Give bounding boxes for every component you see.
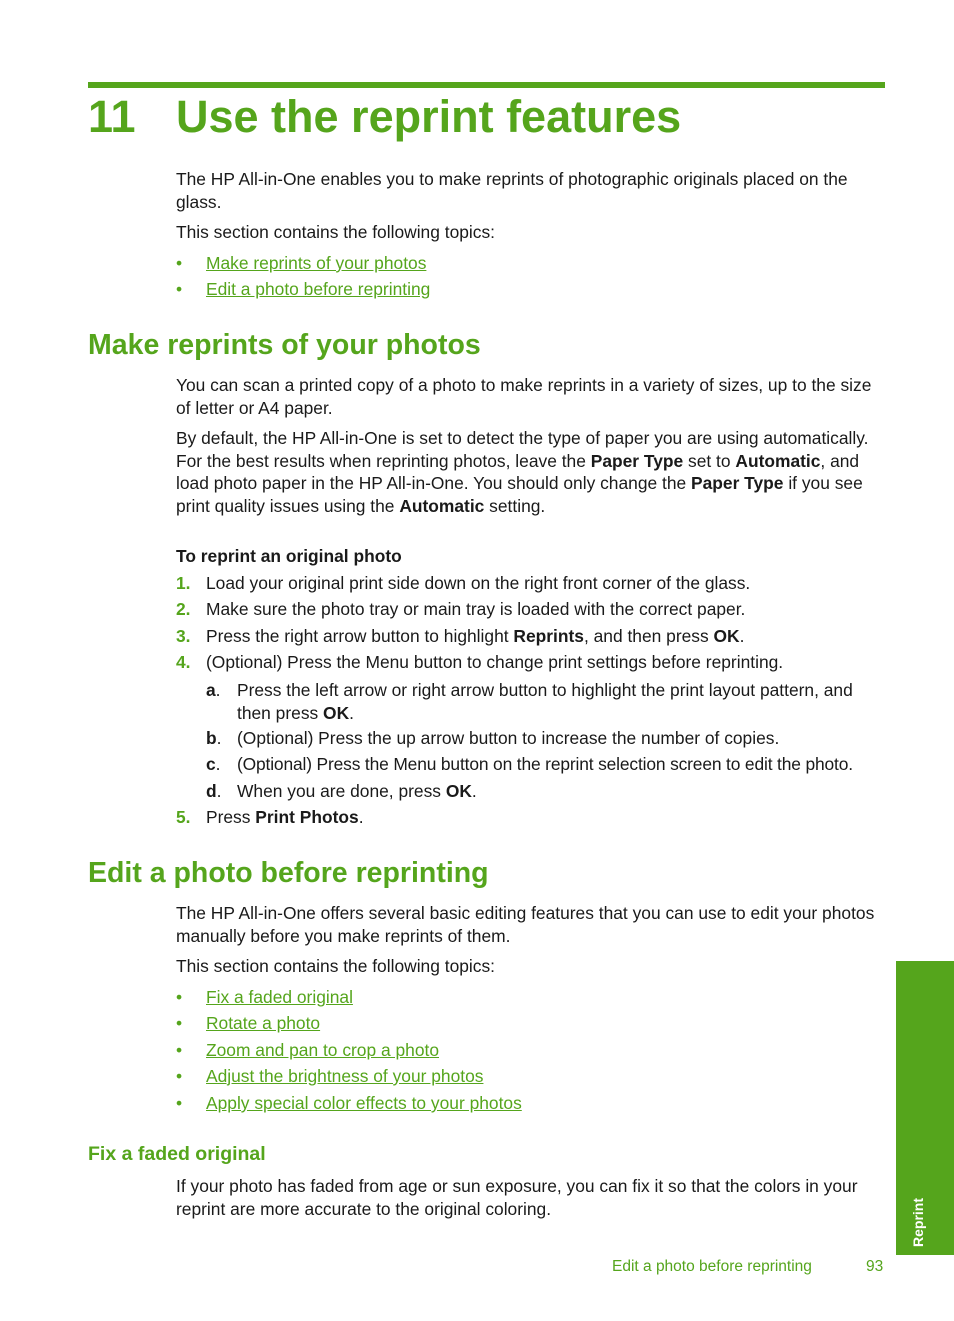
heading-fix-faded: Fix a faded original — [88, 1143, 266, 1165]
bullet: • — [176, 1093, 183, 1113]
heading-edit-photo: Edit a photo before reprinting — [88, 857, 489, 889]
bullet: • — [176, 279, 183, 299]
edit-topics-label: This section contains the following topics: — [176, 956, 495, 976]
link-zoom-pan[interactable]: Zoom and pan to crop a photo — [206, 1040, 439, 1060]
side-tab — [896, 961, 954, 1255]
step-text: Press the right arrow button to highlight Reprints, and then press OK. — [206, 626, 745, 646]
footer-section-title: Edit a photo before reprinting — [612, 1258, 812, 1275]
edit-photo-paragraph: The HP All-in-One offers several basic editing features that you can use to edit your photos manually before you make reprints of them. — [176, 903, 875, 946]
step-text: Make sure the photo tray or main tray is loaded with the correct paper. — [206, 599, 746, 619]
chapter-number: 11 — [88, 91, 136, 142]
step-number: 3. — [176, 626, 191, 646]
procedure-title: To reprint an original photo — [176, 546, 402, 566]
make-reprints-paragraph-2: By default, the HP All-in-One is set to detect the type of paper you are using automatically. For the best results when reprinting photos, leave the Paper Type set to Automatic, and load photo paper in the HP All-in-One. You should only change the Paper Type if you see print quality issues using the Automatic setting. — [176, 428, 869, 516]
substep-letter: b. — [206, 728, 222, 748]
substep-text: (Optional) Press the Menu button on the reprint selection screen to edit the photo. — [237, 754, 853, 774]
link-rotate[interactable]: Rotate a photo — [206, 1013, 321, 1033]
intro-topics-label: This section contains the following topics: — [176, 222, 495, 242]
substep-letter: d. — [206, 781, 222, 801]
heading-make-reprints: Make reprints of your photos — [88, 329, 481, 361]
substep-text: Press the left arrow or right arrow button to highlight the print layout pattern, and then press OK. — [237, 680, 853, 723]
step-number: 4. — [176, 652, 191, 672]
substep-text: (Optional) Press the up arrow button to increase the number of copies. — [237, 728, 780, 748]
substep-text: When you are done, press OK. — [237, 781, 477, 801]
step-text: (Optional) Press the Menu button to change print settings before reprinting. — [206, 652, 784, 672]
step-number: 5. — [176, 807, 191, 827]
step-text: Load your original print side down on the right front corner of the glass. — [206, 573, 751, 593]
bullet: • — [176, 1040, 183, 1060]
link-brightness[interactable]: Adjust the brightness of your photos — [206, 1066, 484, 1086]
link-fix-faded[interactable]: Fix a faded original — [206, 987, 353, 1007]
make-reprints-paragraph-1: You can scan a printed copy of a photo to make reprints in a variety of sizes, up to the size of letter or A4 paper. — [176, 375, 872, 418]
step-number: 2. — [176, 599, 191, 619]
bullet: • — [176, 1066, 183, 1086]
chapter-title-text: Use the reprint features — [176, 91, 682, 142]
step-text: Press Print Photos. — [206, 807, 364, 827]
link-edit-photo[interactable]: Edit a photo before reprinting — [206, 279, 431, 299]
fix-faded-paragraph: If your photo has faded from age or sun exposure, you can fix it so that the colors in your reprint are more accurate to the original coloring. — [176, 1176, 858, 1219]
bullet: • — [176, 1013, 183, 1033]
bullet: • — [176, 987, 183, 1007]
substep-letter: c. — [206, 754, 221, 774]
substep-letter: a. — [206, 680, 221, 700]
footer-page-number: 93 — [866, 1258, 884, 1275]
bullet: • — [176, 253, 183, 273]
link-color-effects[interactable]: Apply special color effects to your photos — [206, 1093, 522, 1113]
chapter-title — [88, 88, 681, 146]
step-number: 1. — [176, 573, 191, 593]
side-tab-label: Reprint — [910, 1198, 926, 1247]
link-make-reprints[interactable]: Make reprints of your photos — [206, 253, 427, 273]
intro-paragraph: The HP All-in-One enables you to make reprints of photographic originals placed on the glass. — [176, 169, 848, 212]
